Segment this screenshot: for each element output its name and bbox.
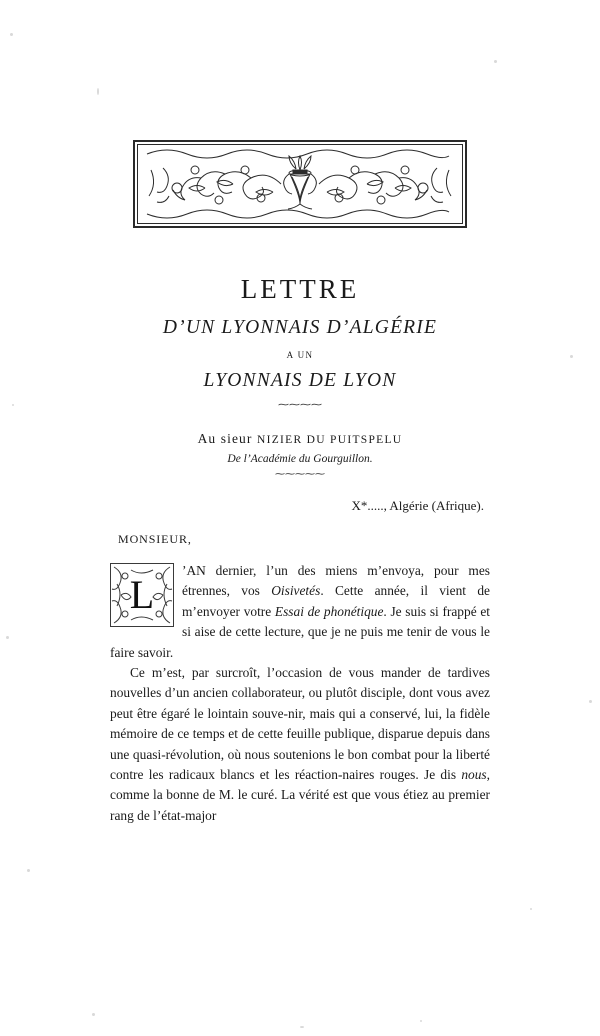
italic-essai-de-phonetique: Essai de phonétique (274, 603, 384, 619)
addressee-prefix: Au sieur (197, 431, 257, 446)
paper-speck (97, 88, 99, 95)
decorative-headpiece-icon (133, 140, 467, 228)
subtitle-line-1: D’UN LYONNAIS D’ALGÉRIE (162, 317, 438, 338)
paragraph-1-text: ’AN dernier, l’un des miens m’envoya, pour mes étrennes, vos Oisivetés. Cette année, il vient de m’envoyer votre Essai de phonétique. Je suis si frappé et si aise de cette lecture, que je ne puis me tenir de vous le faire savoir. (110, 563, 490, 660)
page-content (110, 140, 490, 826)
divider-ornament-2: ⁓⁓⁓⁓⁓ (275, 469, 325, 480)
paragraph-1 (110, 561, 490, 663)
paragraph-2: Ce m’est, par surcroît, l’occasion de vous mander de tardives nouvelles d’un ancien collaborateur, ou plutôt disciple, dont vous avez peut être égaré le lointain souve-nir, mais qui a conservé, lui, la fidèle mémoire de ce temps et de cette feuille publique, disparue depuis dans une quasi-révolution, où nous soutenions le bon combat pour la liberté contre les radicaux blancs et les réaction-naires rouges. Je dis nous, comme la bonne de M. le curé. La vérité est que vous étiez au premier rang de l’état-major (110, 665, 490, 823)
italic-oisivetes: Oisivetés (271, 583, 321, 599)
drop-cap-initial (110, 563, 174, 627)
italic-nous: nous (461, 767, 487, 783)
subtitle-line-2: LYONNAIS DE LYON (203, 370, 397, 391)
letter-body (110, 561, 490, 826)
paper-speck (530, 908, 532, 910)
addressee-line (110, 431, 490, 447)
paper-speck (494, 60, 497, 63)
paper-speck (27, 869, 30, 872)
paper-speck (420, 1020, 422, 1022)
addressee-name: NIZIER DU PUITSPELU (256, 434, 403, 446)
connector-a-un: A UN (286, 350, 314, 360)
paper-speck (6, 636, 9, 639)
paper-speck (92, 1013, 95, 1016)
salutation: MONSIEUR, (118, 532, 192, 546)
paper-speck (10, 33, 13, 36)
paper-speck (589, 700, 592, 703)
divider-ornament-1: ⁓⁓⁓⁓ (278, 399, 322, 411)
paper-speck (570, 355, 573, 358)
paper-speck (12, 404, 14, 406)
page-title: LETTRE (240, 274, 360, 304)
academy-line: De l’Académie du Gourguillon. (227, 453, 373, 465)
place-and-date: X*....., Algérie (Afrique). (351, 498, 484, 513)
drop-cap-letter: L (129, 572, 155, 617)
paper-speck (300, 1026, 304, 1028)
